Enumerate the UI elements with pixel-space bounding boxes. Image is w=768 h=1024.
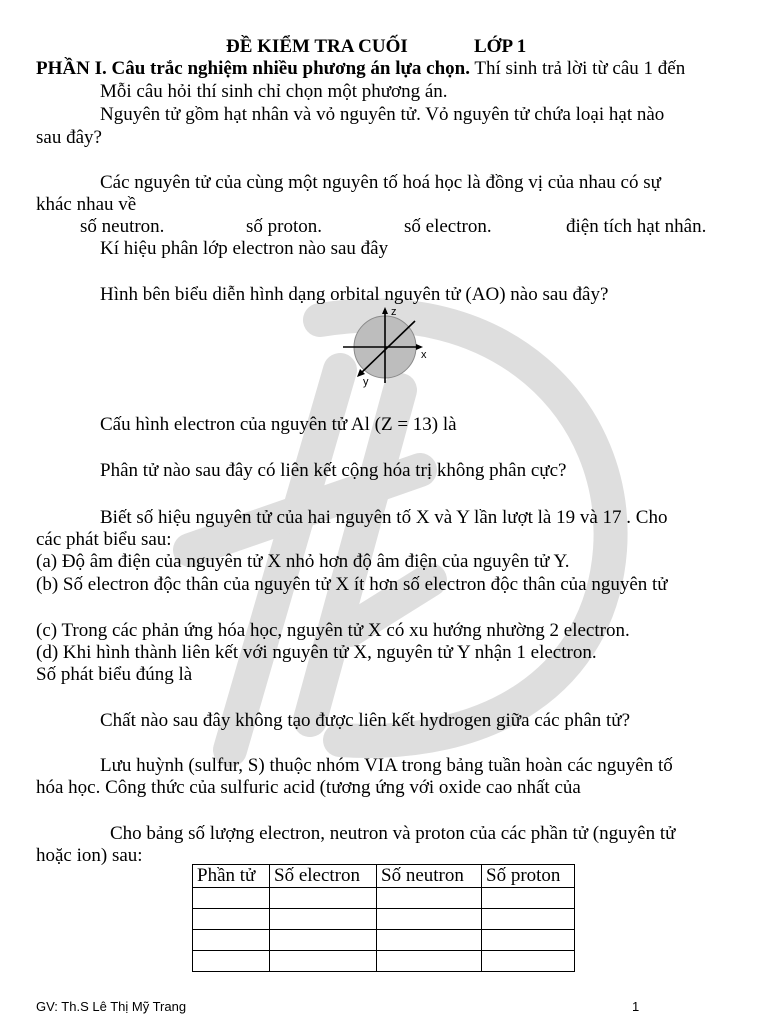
grade-label: LỚP 1 xyxy=(474,36,527,57)
section-heading xyxy=(36,58,685,80)
question-7-ask: Số phát biểu đúng là xyxy=(36,664,193,685)
statement-d: (d) Khi hình thành liên kết với nguyên tử X, nguyên tử Y nhận 1 electron. xyxy=(36,642,597,663)
question-6-line1: Phân tử nào sau đây có liên kết cộng hóa trị không phân cực? xyxy=(100,460,567,481)
section-instruction: Mỗi câu hỏi thí sinh chỉ chọn một phương án. xyxy=(100,81,448,102)
table-cell xyxy=(377,909,482,930)
header-so-electron: Số electron xyxy=(270,865,377,888)
table-cell xyxy=(193,951,270,972)
table-cell xyxy=(193,888,270,909)
table-row xyxy=(193,888,575,909)
section-heading-rest: Thí sinh trả lời từ câu 1 đến xyxy=(469,58,686,79)
axis-label-x: x xyxy=(421,349,427,361)
question-5-line1: Cấu hình electron của nguyên tử Al (Z = 13) là xyxy=(100,414,457,435)
table-header-row xyxy=(193,865,575,888)
question-1-line2: sau đây? xyxy=(36,127,102,148)
question-9-line2: hóa học. Công thức của sulfuric acid (tương ứng với oxide cao nhất của xyxy=(36,777,581,798)
question-2-option-d: điện tích hạt nhân. xyxy=(566,216,707,237)
axis-label-y: y xyxy=(363,376,369,388)
question-1-line1: Nguyên tử gồm hạt nhân và vỏ nguyên tử. Vỏ nguyên tử chứa loại hạt nào xyxy=(100,104,665,125)
header-so-proton: Số proton xyxy=(482,865,575,888)
table-row xyxy=(193,951,575,972)
table-cell xyxy=(482,951,575,972)
table-cell xyxy=(270,909,377,930)
table-cell xyxy=(270,951,377,972)
table-cell xyxy=(270,888,377,909)
footer-page-number: 1 xyxy=(632,999,640,1014)
table-cell xyxy=(482,909,575,930)
table-cell xyxy=(377,930,482,951)
footer-teacher: GV: Th.S Lê Thị Mỹ Trang xyxy=(36,999,187,1014)
exam-title: ĐỀ KIỂM TRA CUỐI xyxy=(226,36,408,57)
table-row xyxy=(193,930,575,951)
s-orbital-figure xyxy=(335,303,435,393)
table-row xyxy=(193,909,575,930)
statement-c: (c) Trong các phản ứng hóa học, nguyên tử X có xu hướng nhường 2 electron. xyxy=(36,620,630,641)
table-cell xyxy=(193,930,270,951)
question-8-line1: Chất nào sau đây không tạo được liên kết hydrogen giữa các phân tử? xyxy=(100,710,631,731)
table-cell xyxy=(377,951,482,972)
question-2-option-a: số neutron. xyxy=(80,216,165,237)
table-cell xyxy=(193,909,270,930)
question-9-line1: Lưu huỳnh (sulfur, S) thuộc nhóm VIA trong bảng tuần hoàn các nguyên tố xyxy=(100,755,673,776)
question-2-line2: khác nhau về xyxy=(36,194,137,215)
question-2-option-c: số electron. xyxy=(404,216,492,237)
table-cell xyxy=(270,930,377,951)
question-2-line1: Các nguyên tử của cùng một nguyên tố hoá học là đồng vị của nhau có sự xyxy=(100,172,661,193)
question-10-line2: hoặc ion) sau: xyxy=(36,845,143,866)
statement-b: (b) Số electron độc thân của nguyên tử X ít hơn số electron độc thân của nguyên tử xyxy=(36,574,668,595)
question-10-line1: Cho bảng số lượng electron, neutron và proton của các phần tử (nguyên tử xyxy=(110,823,676,844)
table-cell xyxy=(482,930,575,951)
question-2-option-b: số proton. xyxy=(246,216,322,237)
header-phan-tu: Phần tử xyxy=(193,865,270,888)
question-3-line1: Kí hiệu phân lớp electron nào sau đây xyxy=(100,238,389,259)
particle-table xyxy=(192,864,575,972)
question-7-line1: Biết số hiệu nguyên tử của hai nguyên tố X và Y lần lượt là 19 và 17 . Cho xyxy=(100,507,668,528)
question-4-line1: Hình bên biểu diễn hình dạng orbital nguyên tử (AO) nào sau đây? xyxy=(100,284,609,305)
section-heading-bold: PHẦN I. Câu trắc nghiệm nhiều phương án lựa chọn. xyxy=(36,58,470,79)
table-cell xyxy=(482,888,575,909)
axis-label-z: z xyxy=(391,306,397,318)
header-so-neutron: Số neutron xyxy=(377,865,482,888)
table-cell xyxy=(377,888,482,909)
question-7-line2: các phát biểu sau: xyxy=(36,529,172,550)
statement-a: (a) Độ âm điện của nguyên tử X nhỏ hơn độ âm điện của nguyên tử Y. xyxy=(36,551,570,572)
